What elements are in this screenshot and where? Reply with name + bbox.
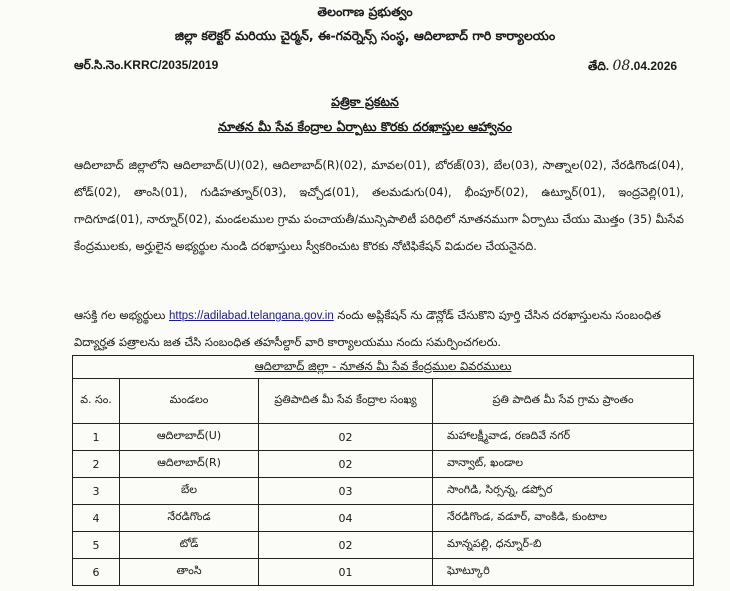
cell-count: 02	[259, 451, 433, 478]
table-row	[73, 505, 694, 532]
date-month-year: .04.2026	[630, 59, 678, 73]
cell-count: 02	[259, 532, 433, 559]
table-row	[73, 478, 694, 505]
column-header-count: ప్రతిపాదిత మీ సేవ కేంద్రాల సంఖ్య	[259, 379, 433, 424]
cell-mandal: తాంసి	[120, 559, 259, 586]
table-row	[73, 532, 694, 559]
cell-mandal: ఆదిలాబాద్(U)	[120, 424, 259, 451]
cell-count: 03	[259, 478, 433, 505]
cell-sno: 4	[73, 505, 120, 532]
cell-sno: 6	[73, 559, 120, 586]
cell-villages: నేరడిగొండ, వడూర్, వాంకిడి, కుంటాల	[433, 505, 694, 532]
application-instructions	[74, 302, 684, 355]
column-header-mandal: మండలం	[120, 379, 259, 424]
cell-mandal: టోడ్	[120, 532, 259, 559]
date-label: తేది.	[588, 59, 610, 73]
table-row	[73, 559, 694, 586]
cell-sno: 5	[73, 532, 120, 559]
cell-sno: 2	[73, 451, 120, 478]
cell-villages: సాంగిడి, సిర్సన్న, డప్పోర	[433, 478, 694, 505]
reference-number: ఆర్.సి.నెం.KRRC/2035/2019	[74, 58, 219, 72]
notice-paragraph: ఆదిలాబాద్ జిల్లాలోని ఆదిలాబాద్(U)(02), ఆదిలాబాద్(R)(02), మావల(01), బోరజ్(03), బేల(03), సాత్నాల(02), నేరడిగొండ(04), టోడ్(02), తాంసి(01), గుడిహత్నూర్(03), ఇచ్చోడ(01), తలమడుగు(04), భీంపూర్(02), ఉట్నూర్(01), ఇంద్రవెల్లి(01), గాదిగూడ(01), నార్నూర్(02), మండలముల గ్రామ పంచాయతీ/మున్సిపాలిటీ పరిధిలో నూతనముగా ఏర్పాటు చేయు మొత్తం (35) మీసేవ కేంద్రములకు, అర్హులైన అభ్యర్థుల నుండి దరఖాస్తులు స్వీకరించుట కొరకు నోటిఫికేషన్ విడుదల చేయనైనది.	[74, 158, 684, 253]
cell-mandal: బేల	[120, 478, 259, 505]
date-day-handwritten: 08	[612, 58, 631, 74]
column-header-villages: ప్రతి పాదిత మీ సేవ గ్రామ ప్రాంతం	[433, 379, 694, 424]
notice-title: పత్రికా ప్రకటన	[331, 94, 399, 109]
cell-villages: మాన్నపల్లి, ధన్నూర్-బి	[433, 532, 694, 559]
table-row	[73, 424, 694, 451]
notice-subtitle: నూతన మీ సేవ కేంద్రాల ఏర్పాటు కొరకు దరఖాస్తుల ఆహ్వానం	[217, 119, 513, 134]
cell-villages: వాన్వాట్, ఖండాల	[433, 451, 694, 478]
cell-sno: 3	[73, 478, 120, 505]
cell-count: 01	[259, 559, 433, 586]
website-link[interactable]: https://adilabad.telangana.gov.in	[168, 310, 334, 322]
column-header-sno: వ. సం.	[73, 379, 120, 424]
table-row	[73, 451, 694, 478]
cell-mandal: ఆదిలాబాద్(R)	[120, 451, 259, 478]
table-caption: ఆదిలాబాద్ జిల్లా - నూతన మీ సేవ కేంద్రముల వివరములు	[73, 356, 694, 379]
government-header: తెలంగాణ ప్రభుత్వం	[317, 4, 413, 19]
document-date	[588, 58, 677, 76]
cell-villages: మహాలక్ష్మీవాడ, రణదివే నగర్	[433, 424, 694, 451]
cell-count: 04	[259, 505, 433, 532]
office-header: జిల్లా కలెక్టర్ మరియు చైర్మన్, ఈ-గవర్నెన్స్ సంస్థ, ఆదిలాబాద్ గారి కార్యాలయం	[174, 28, 556, 43]
instructions-text-end: నందు అప్లికేషన్ ను డౌన్లోడ్ చేసుకొని పూర్తి చేసిన దరఖాస్తులను సంబంధిత విద్యార్హత పత్రాలను జత చేసి సంబంధిత తహసీల్దార్ వారి కార్యాలయము నందు సమర్పించగలరు.	[74, 308, 661, 349]
cell-sno: 1	[73, 424, 120, 451]
cell-mandal: నేరడిగొండ	[120, 505, 259, 532]
cell-villages: ఘోట్కూరి	[433, 559, 694, 586]
meeseva-centres-table	[72, 355, 694, 586]
instructions-text-start: ఆసక్తి గల అభ్యర్థులు	[74, 308, 169, 322]
cell-count: 02	[259, 424, 433, 451]
